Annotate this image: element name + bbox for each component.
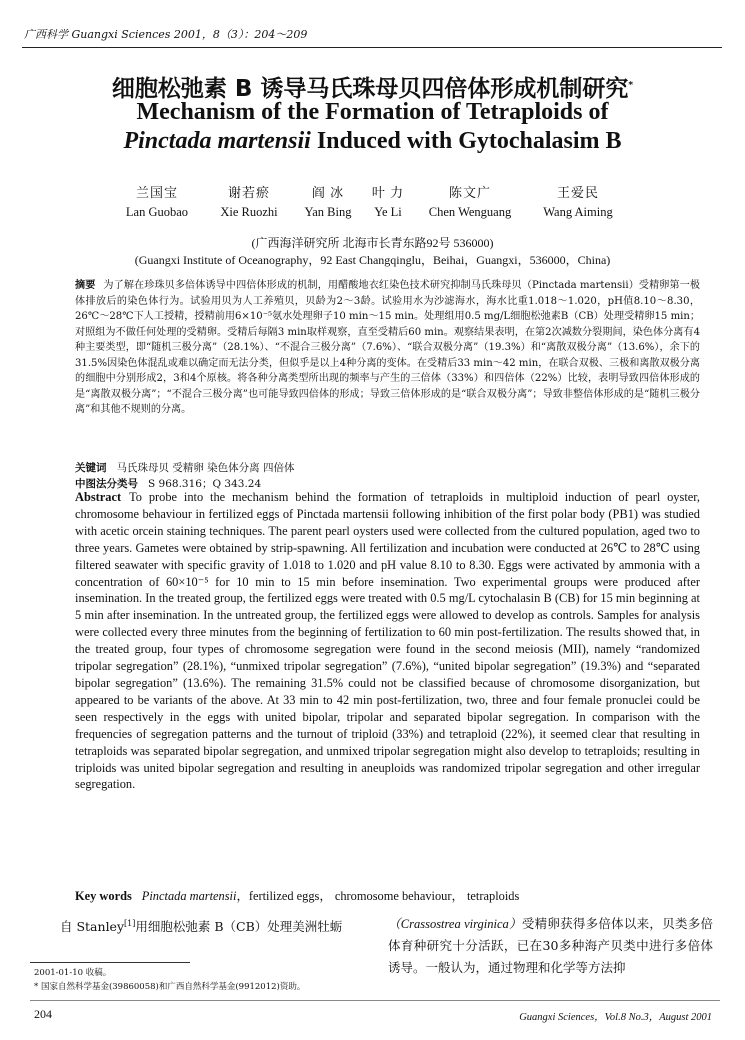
author-1-zh: 兰国宝 <box>135 185 178 200</box>
running-head: 广西科学 Guangxi Sciences 2001，8（3）：204～209 <box>24 28 308 41</box>
abstract-english-label: Abstract <box>75 490 122 504</box>
author-6-zh: 王爱民 <box>556 185 599 200</box>
author-1 <box>112 182 202 220</box>
author-6-en: Wang Aiming <box>543 205 613 219</box>
abstract-chinese-text: 为了解在珍珠贝多倍体诱导中四倍体形成的机制，用醋酸地衣红染色技术研究抑制马氏珠母贝（Pinctada martensii）受精卵第一极体排放后的染色体行为。试验用贝为人工养殖贝，贝龄为2～3龄。试验用水为沙滤海水，海水比重1.018～1.020，pH值8.10～8.30，26℃～28℃下人工授精，授精前用6×10⁻⁵氨水处理卵子10 min～15 min。处理组用0.5 mg/L细胞松弛素B（CB）处理受精卵15 min；对照组为不做任何处理的受精卵。受精后每隔3 min取样观察，直至受精后60 min。观察结果表明，在第2次减数分裂期间，染色体分离有4种主要类型，即“随机三极分离”（28.1%）、“不混合三极分离”（7.6%）、“联合双极分离”（19.3%）和“离散双极分离”（13.6%），余下的31.5%因染色体混乱或难以确定而无法分类，但似乎是以上4种分离的变体。在受精后33 min～42 min，在联合双极、三极和离散双极分离的细胞中分别形成2，3和4个原核。将各种分离类型所出现的频率与产生的三倍体（33%）和四倍体（22%）比较，表明导致四倍体形成的是“离散双极分离”；“不混合三极分离”也可能导致四倍体的形成；导致三倍体形成的是“联合双极分离”；导致非整倍体形成的是“随机三极分离”和其他不规则的分离。 <box>75 280 701 415</box>
author-5-zh: 陈文广 <box>448 185 491 200</box>
abstract-english-text: To probe into the mechanism behind the formation of tetraploids in multiploid induction of pearl oyster, chromosome behaviour in fertilized eggs of Pinctada martensii following inhibition of the first polar body (PB1) was studied with acetic orcein staining techniques. The parent pearl oysters used were collected from the cultured population, aged two to three years. Gametes were obtained by strip-spawning. All fertilization and incubation were conducted at 26℃ to 28℃ using filtered seawater with specific gravity of 1.018 to 1.020 and pH value 8.10 to 8.30. Eggs were activated by ammonia with a concentration of 60×10⁻⁵ for 10 min to 15 min before insemination. Two experimental groups were produced after insemination. In the treated group, the fertilized eggs were treated with 0.5 mg/L cytochalasin B (CB) for 15 min beginning at 5 min after insemination. In the untreated group, the fertilized eggs were allowed to develop as controls. Samples for analysis were collected every three minutes from the beginning of fertilization to 60 min post-fertilization. The results showed that, in the treated group, four types of chromosome segregation were found in the second meiosis (MII), namely “randomized tripolar segregation” (28.1%), “unmixed tripolar segregation” (7.6%), “united bipolar segregation” (19.3%) and “separated bipolar segregation” (13.6%). The remaining 31.5% could not be classified because of chromosome disorganization, but appeared to be variants of the above. At 33 min to 42 min post-fertilization, two, three and four female pronuclei could be seen respectively in the eggs with united bipolar, tripolar and separated bipolar segregation. In comparison with the frequencies of segregation patterns and the turnout of triploid (33%) and tetraploid (22%), it seemed clear that resulting in tetraploids was separated bipolar segregation, and unmixed tripolar segregation might also develop to tetraploids; resulting in triploids was united bipolar segregation and resulting in aneuploids was randomized tripolar segregation and other irregular segregation. <box>75 490 700 792</box>
footer-rule <box>30 1000 720 1001</box>
author-3-zh: 阎 冰 <box>311 185 345 200</box>
abstract-chinese-label: 摘要 <box>75 280 96 291</box>
title-species-name: Pinctada martensii <box>123 128 311 154</box>
abstract-chinese <box>75 278 700 418</box>
footnote-funding: * 国家自然科学基金(39860058)和广西自然科学基金(9912012)资助。 <box>34 982 306 992</box>
keywords-english-species: Pinctada martensii <box>141 889 237 903</box>
page-number: 204 <box>34 1007 52 1021</box>
author-2 <box>205 182 293 220</box>
body-left-post: 用细胞松弛素 B（CB）处理美洲牡蛎 <box>135 919 343 935</box>
author-3-en: Yan Bing <box>304 205 352 219</box>
author-6 <box>528 182 628 220</box>
body-text-right <box>388 913 713 979</box>
author-5-en: Chen Wenguang <box>428 205 512 219</box>
author-4 <box>360 182 416 220</box>
footnote-rule <box>30 962 190 963</box>
keywords-chinese <box>75 460 295 475</box>
header-rule <box>22 47 722 48</box>
title-footnote-mark: * <box>628 80 634 91</box>
title-english-line1: Mechanism of the Formation of Tetraploids of <box>136 99 609 125</box>
journal-issue: Guangxi Sciences，Vol.8 No.3，August 2001 <box>519 1012 712 1023</box>
author-2-zh: 谢若瘀 <box>227 185 270 200</box>
citation-ref[interactable]: [1] <box>124 919 136 928</box>
classification-label: 中图法分类号 <box>75 478 138 490</box>
author-1-en: Lan Guobao <box>125 205 189 219</box>
title-chinese-text: 细胞松弛素 B 诱导马氏珠母贝四倍体形成机制研究 <box>111 76 629 102</box>
affiliation-english: (Guangxi Institute of Oceanography，92 East Changqinglu，Beihai，Guangxi，536000，China) <box>134 253 611 267</box>
keywords-chinese-text: 马氏珠母贝 受精卵 染色体分离 四倍体 <box>116 462 295 474</box>
title-english-line2-rest: Induced with Gytochalasim B <box>310 128 622 154</box>
footnote-received: 2001-01-10 收稿。 <box>34 968 112 978</box>
keywords-english-rest: ，fertilized eggs， chromosome behaviour， tetraploids <box>236 889 520 903</box>
affiliation-chinese: (广西海洋研究所 北海市长青东路92号 536000) <box>251 236 494 250</box>
author-2-en: Xie Ruozhi <box>220 205 278 219</box>
author-4-zh: 叶 力 <box>371 185 405 200</box>
author-3 <box>288 182 368 220</box>
classification-text: S 968.316；Q 343.24 <box>148 478 262 490</box>
body-species-name: （Crassostrea virginica） <box>388 917 522 931</box>
abstract-english <box>75 489 700 793</box>
title-english-line2 <box>0 128 745 155</box>
author-4-en: Ye Li <box>374 205 402 219</box>
body-text-left <box>60 913 360 938</box>
author-5 <box>415 182 525 220</box>
body-right-text: 受精卵获得多倍体以来，贝类多倍体育种研究十分活跃，已在30多种海产贝类中进行多倍体诱导。一般认为，通过物理和化学等方法抑 <box>388 916 713 975</box>
keywords-english-label: Key words <box>75 889 132 903</box>
keywords-english <box>75 886 519 904</box>
body-left-pre: 自 Stanley <box>60 919 125 935</box>
keywords-chinese-label: 关键词 <box>75 462 107 474</box>
